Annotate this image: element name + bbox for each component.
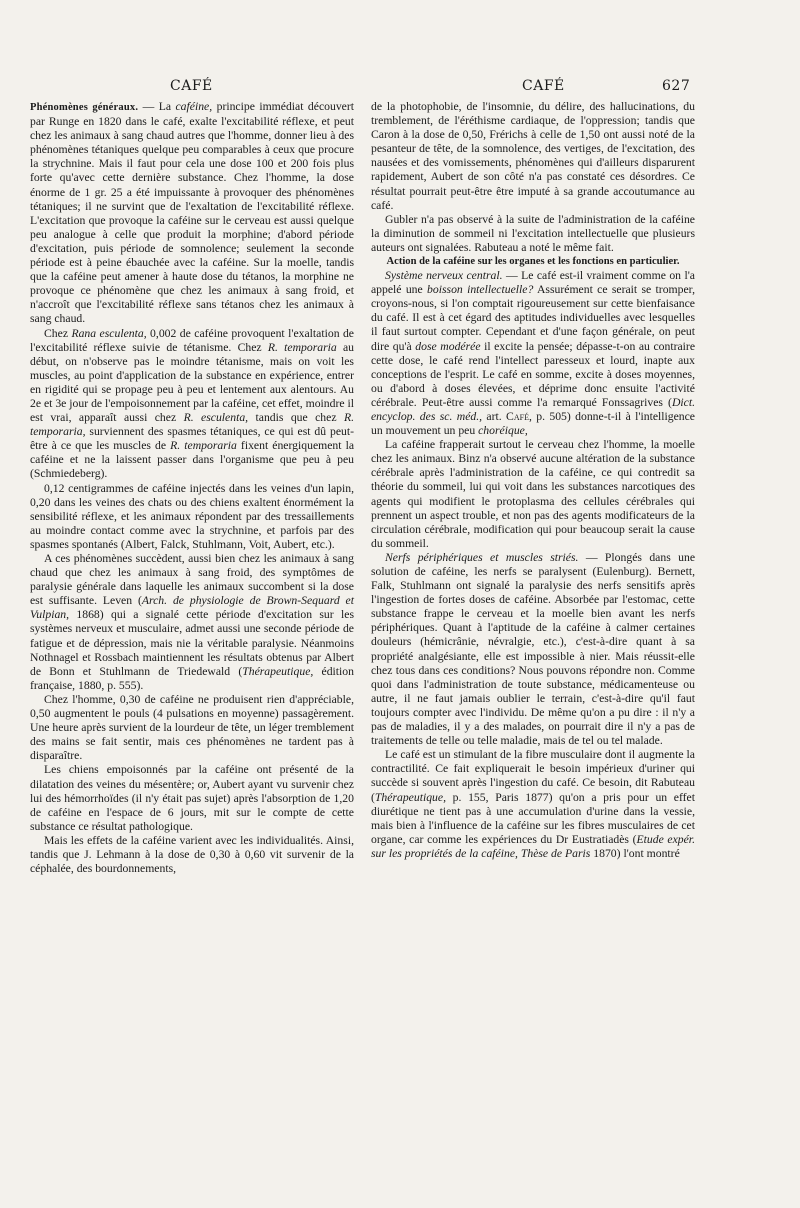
italic-run: dose modérée bbox=[415, 339, 481, 353]
text-run: p. 505) donne-t-il à l'intelligence un mouvement un peu bbox=[371, 409, 695, 438]
text-run: A ces phénomènes succèdent, aussi bien chez les animaux à sang chaud que chez les animaux à sang froid, des symptômes de paralysie générale dans laquelle les animaux succombent si la dose est suffisante. Leven ( bbox=[30, 552, 354, 608]
text-run: Chez bbox=[44, 326, 72, 340]
paragraph bbox=[30, 100, 354, 327]
italic-run: Thérapeutique, bbox=[242, 664, 314, 678]
text-run: Le café est un stimulant de la fibre musculaire dont il augmente la contractilité. Ce fait expliquerait le besoin impérieux d'uriner qui succède si souvent après l'ingestion du café. Ce besoin, dit Rabuteau ( bbox=[371, 748, 695, 804]
paragraph: Les chiens empoisonnés par la caféine ont présenté de la dilatation des veines du mésentère; or, Aubert ayant vu survenir chez lui des hémorrhoïdes (il n'y était pas sujet) après l'absorption de 1,20 de caféine en l'espace de 6 jours, mit sur le compte de cette substance ce résultat pathologique. bbox=[30, 763, 354, 833]
italic-run: caféine, bbox=[175, 100, 213, 113]
text-run: art. bbox=[482, 409, 507, 423]
italic-run: Rana esculenta, bbox=[71, 326, 147, 340]
paragraph bbox=[30, 552, 354, 693]
text-run: tandis que chez bbox=[248, 411, 344, 425]
paragraph: Mais les effets de la caféine varient avec les individualités. Ainsi, tandis que J. Lehmann à la dose de 0,30 à 0,60 vit survenir de la céphalée, des bourdonnements, bbox=[30, 833, 354, 876]
paragraph-heading: Phénomènes généraux. bbox=[30, 102, 139, 113]
text-run: 1870) l'ont montré bbox=[590, 846, 680, 860]
italic-run: boisson intellectuelle? bbox=[427, 283, 534, 297]
paragraph: de la photophobie, de l'insomnie, du délire, des hallucinations, du tremblement, de l'éréthisme cardiaque, de l'oppression; tandis que Caron à la dose de 0,50, Frérichs à celle de 1,50 ont aussi noté de la pesanteur de tête, de la somnolence, des vertiges, de l'excitation, des nausées et des vomissements, phénomènes qui d'ailleurs disparurent rapidement, Aubert de son côté n'a pas constaté ces désordres. Ce résultat pourrait peut-être être imputé à sa grande accoutumance au café. bbox=[371, 100, 695, 212]
paragraph bbox=[371, 269, 695, 438]
right-column bbox=[371, 100, 695, 861]
page-number: 627 bbox=[662, 78, 691, 94]
running-head-left: CAFÉ bbox=[170, 78, 213, 94]
paragraph: Gubler n'a pas observé à la suite de l'administration de la caféine la diminution de sommeil ni l'excitation intellectuelle que plusieurs auteurs ont signalées. Rabuteau a noté le même fait. bbox=[371, 212, 695, 254]
running-head-right: CAFÉ bbox=[522, 78, 565, 94]
text-run: il excite la pensée; dépasse-t-on au contraire cette dose, le café rend l'intellect paresseux et lourd, inapte aux conceptions de l'esprit. Le café en somme, excite à doses moyennes, ou d'abord à doses élevées, et déprime donc ensuite l'activité cérébrale. Peut-être aussi comme l'a remarqué Fonssagrives ( bbox=[371, 339, 696, 409]
italic-run: Nerfs périphériques et muscles striés. bbox=[385, 550, 579, 564]
paragraph: 0,12 centigrammes de caféine injectés dans les veines d'un lapin, 0,20 dans les veines des chats ou des chiens exaltent énormément la sensibilité réflexe, et les animaux répondent par des tressaillements au moindre contact comme avec la strychnine, et parfois par des spasmes spontanés (Albert, Falck, Stuhlmann, Voit, Aubert, etc.). bbox=[30, 481, 354, 551]
text-run: surviennent des spasmes tétaniques, ce qui est dû peut-être à ce que les muscles de bbox=[30, 425, 354, 453]
text-run: 1868) qui a signalé cette période d'excitation sur les systèmes nerveux et musculaire, admet aussi une seconde période de fatigue et de dépression, mais nie la véritable paralysie. Néanmoins Nothnagel et Rossbach maintiennent les résultats obtenus par Albert de Bonn et Stuhlmann de Triedewald ( bbox=[30, 608, 354, 678]
italic-run: Système nerveux central. bbox=[385, 269, 503, 283]
paragraph bbox=[30, 327, 354, 482]
italic-run: Thérapeutique, bbox=[374, 790, 446, 804]
left-column bbox=[30, 100, 354, 876]
paragraph bbox=[371, 551, 695, 748]
text-run: Assurément ce serait se tromper, croyons-nous, si l'on comptait rigoureusement sur cette bienfaisance du café. Il est à cet égard des aptitudes individuelles avec lesquelles il faut surtout compter. Cependant et d'une façon générale, on peut dire qu'à bbox=[371, 283, 696, 353]
italic-run: Arch. de physiologie de Brown-Sequard et Vulpian, bbox=[30, 594, 354, 622]
italic-run: R. temporaria bbox=[267, 340, 337, 354]
italic-run: Dict. encyclop. des sc. méd., bbox=[371, 395, 695, 423]
paragraph: La caféine frapperait surtout le cerveau chez l'homme, la moelle chez les animaux. Binz n'a observé aucune altération de la substance cérébrale après l'administration de la caféine, ce qui contredit sa théorie du sommeil, lui qui voit dans les substances narcotiques des agents qui modifient le protoplasma des cellules cérébrales qui prennent un aspect trouble, et non pas des agents modificateurs de la circulation cérébrale, modification qui pour beaucoup serait la cause du sommeil. bbox=[371, 438, 695, 550]
text-run: — Le café est-il vraiment comme on l'a appelé une bbox=[371, 269, 695, 297]
paragraph: Chez l'homme, 0,30 de caféine ne produisent rien d'appréciable, 0,50 augmentent le pouls (4 pulsations en moyenne) passagèrement. Une heure après survient de la lourdeur de tête, un léger tremblement des mains se fait sentir, mais ces phénomènes ne tardent pas à disparaître. bbox=[30, 692, 354, 763]
smallcaps-run: Café, bbox=[506, 409, 532, 423]
text-run: édition française, 1880, p. 555). bbox=[30, 664, 354, 692]
text-run: au début, on n'observe pas le moindre tétanisme, mais on voit les muscles, au point d'application de la substance en expérience, entrer en rigidité qui se propage peu à peu et lentement aux alentours. Au 2e et 3e jour de l'empoisonnement par la caféine, cet effet, moindre il est vrai, apparaît aussi chez bbox=[30, 340, 355, 425]
paragraph bbox=[371, 748, 695, 861]
italic-run: choréique, bbox=[478, 424, 528, 438]
text-run: — La bbox=[138, 100, 176, 113]
section-heading: Action de la caféine sur les organes et les fonctions en particulier. bbox=[386, 256, 680, 268]
italic-run: Etude expér. sur les propriétés de la caféine, Thèse de Paris bbox=[371, 832, 695, 860]
italic-run: R. temporaria bbox=[170, 439, 237, 453]
text-run: fixent énergiquement la caféine et ne la laissent passer dans l'organisme que peu à peu (Schmiedeberg). bbox=[30, 439, 355, 481]
text-run: 0,002 de caféine provoquent l'exaltation de l'excitabilité réflexe suivie de tétanisme. Chez bbox=[30, 326, 354, 354]
text-run: p. 155, Paris 1877) qu'on a pris pour un effet diurétique ne tient pas à une accumulation d'urine dans la vessie, mais bien à l'influence de la caféine sur les fibres musculaires de cet organe, car comme les expériences du Dr Eustratiadès ( bbox=[371, 790, 695, 846]
text-run: principe immédiat découvert par Runge en 1820 dans le café, exalte l'excitabilité réflexe, et peut chez les animaux à sang chaud autres que l'homme, donner lieu à des phénomènes tétaniques quelque peu comparables à ceux que procure la strychnine. Mais il faut pour cela une dose 100 et 200 fois plus forte qu'avec cette dernière substance. Chez l'homme, la dose énorme de 1 gr. 25 a été impuissante à provoquer des phénomènes tétaniques; il ne survint que de l'exaltation de l'excitabilité réflexe. L'excitation que provoque la caféine sur le cerveau est aussi quelque peu analogue à celle que produit la morphine; d'abord période d'excitation, puis période de somnolence; seulement la seconde période est à peine ébauchée avec la caféine. Sur la moelle, tandis que la caféine peut amener à haute dose du tétanos, la morphine ne provoque ce phénomène que chez les animaux à sang froid, et n'accroît que l'excitabilité réflexe sans tétanos chez les animaux à sang chaud. bbox=[30, 100, 354, 326]
italic-run: R. esculenta, bbox=[183, 411, 249, 425]
italic-run: R. temporaria, bbox=[30, 411, 354, 439]
text-run: — Plongés dans une solution de caféine, les nerfs se paralysent (Eulenburg). Bernett, Falk, Stuhlmann ont signalé la paralysie des nerfs sensitifs après l'ingestion de fortes doses de caféine. Absorbée par l'estomac, cette substance frappe le cerveau et la moelle bien avant les nerfs périphériques. Quant à l'aptitude de la caféine à calmer certaines douleurs (hémicrânie, névralgie, etc.), c'est-à-dire quant à sa propriété analgésiante, elle est impossible à nier. Mais réussit-elle chez tous dans ces conditions? Nous pouvons répondre non. Comme quoi dans l'administration de toute substance, médicamenteuse ou autre, il ne faut jamais oublier le terrain, c'est-à-dire qu'il faut toujours compter avec l'individu. De même qu'on a pu dire : il n'y a pas de maladies, il y a des malades, on pourrait dire il n'y a pas de traitements de telle ou telle maladie, mais de tel ou tel malade. bbox=[371, 550, 695, 748]
